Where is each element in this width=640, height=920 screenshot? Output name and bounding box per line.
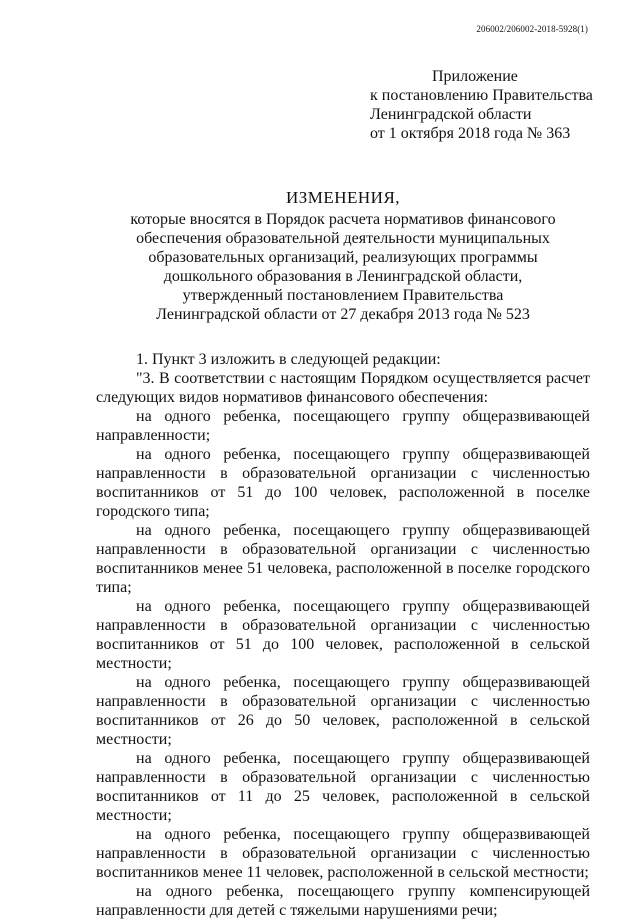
appendix-region: Ленинградской области (370, 106, 532, 123)
list-item: на одного ребенка, посещающего группу общеразвивающей направленности в образовательной организации с численностью воспитанников от 51 до 100 человек, расположенной в поселке городского типа; (96, 446, 590, 520)
list-item: на одного ребенка, посещающего группу общеразвивающей направленности в образовательной организации с численностью воспитанников от 26 до 50 человек, расположенной в сельской местности; (96, 674, 590, 748)
appendix-block (0, 67, 640, 143)
list-item: на одного ребенка, посещающего группу общеразвивающей направленности в образовательной организации с численностью воспитанников от 51 до 100 человек, расположенной в сельской местности; (96, 598, 590, 672)
heading-line: образовательных организаций, реализующих программы (148, 249, 538, 266)
heading-line: которые вносятся в Порядок расчета нормативов финансового (130, 211, 556, 228)
heading-line: обеспечения образовательной деятельности муниципальных (136, 230, 550, 247)
heading-title: ИЗМЕНЕНИЯ, (285, 188, 401, 207)
list-item: на одного ребенка, посещающего группу общеразвивающей направленности в образовательной организации с численностью воспитанников менее 51 человека, расположенной в поселке городского типа; (96, 522, 590, 596)
paragraph-intro: "3. В соответствии с настоящим Порядком осуществляется расчет следующих видов нормативов финансового обеспечения: (96, 370, 590, 406)
heading-line: дошкольного образования в Ленинградской области, (163, 268, 523, 285)
list-item: на одного ребенка, посещающего группу компенсирующей направленности для детей с тяжелыми нарушениями речи; (96, 883, 590, 919)
document-body (96, 350, 590, 920)
document-heading (96, 188, 590, 324)
appendix-title: Приложение (432, 68, 518, 85)
heading-line: утвержденный постановлением Правительства (182, 287, 504, 304)
heading-line: Ленинградской области от 27 декабря 2013 года № 523 (156, 306, 530, 323)
appendix-resolution: к постановлению Правительства (370, 87, 593, 104)
list-item: на одного ребенка, посещающего группу общеразвивающей направленности в образовательной организации с численностью воспитанников менее 11 человек, расположенной в сельской местности; (96, 826, 590, 881)
appendix-date: от 1 октября 2018 года № 363 (370, 125, 571, 142)
paragraph-item-1: 1. Пункт 3 изложить в следующей редакции: (136, 351, 441, 368)
document-id: 206002/206002-2018-5928(1) (476, 24, 588, 34)
list-item: на одного ребенка, посещающего группу общеразвивающей направленности в образовательной организации с численностью воспитанников от 11 до 25 человек, расположенной в сельской местности; (96, 750, 590, 824)
list-item: на одного ребенка, посещающего группу общеразвивающей направленности; (96, 408, 590, 444)
